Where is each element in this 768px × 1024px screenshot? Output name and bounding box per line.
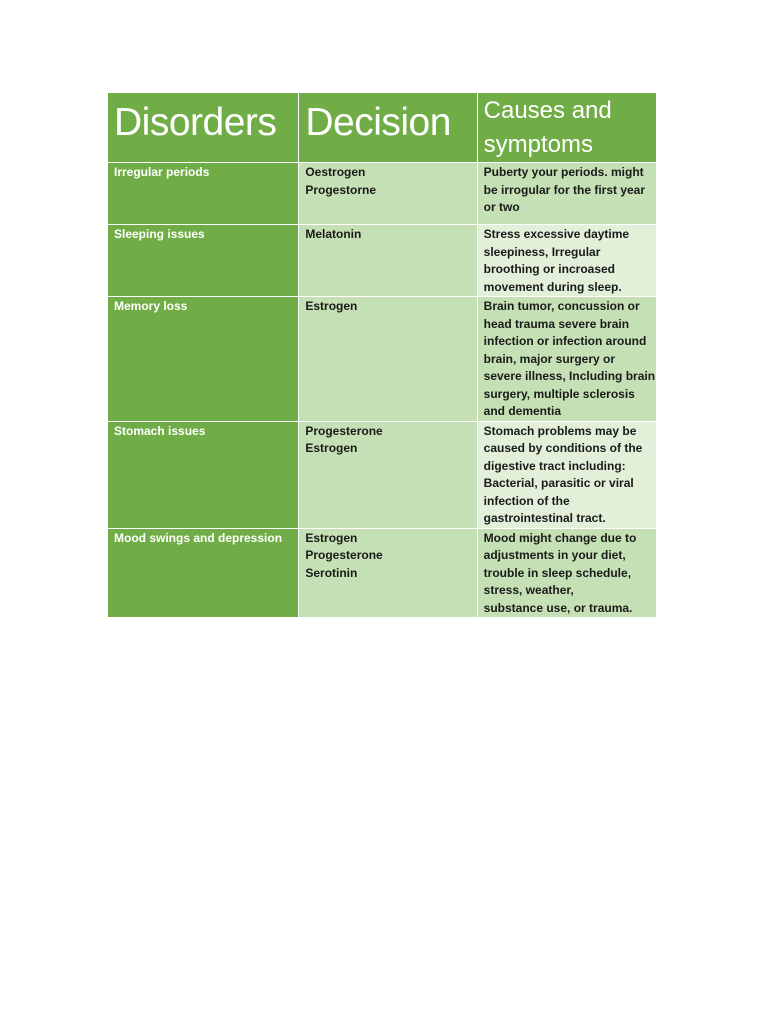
decision-line: Oestrogen	[305, 165, 366, 179]
header-causes-line-2: symptoms	[483, 131, 594, 158]
decision-line: Estrogen	[305, 441, 358, 455]
causes-line: be irrogular for the first year	[483, 182, 646, 197]
header-causes-line-1: Causes and	[483, 97, 612, 124]
causes-line: infection or infection around	[483, 334, 647, 348]
causes-line: Brain tumor, concussion or	[483, 299, 640, 313]
decision-cell	[299, 163, 477, 225]
header-decision	[299, 93, 477, 163]
causes-line: and dementia	[483, 404, 562, 418]
causes-line: caused by conditions of the	[483, 441, 643, 455]
causes-cell	[477, 297, 656, 422]
disorder-cell: Irregular periods	[108, 163, 299, 225]
decision-line: Estrogen	[305, 299, 358, 313]
decision-line: Estrogen	[305, 530, 358, 545]
header-causes	[477, 93, 656, 163]
causes-line: stress, weather,	[483, 583, 574, 597]
causes-line: broothing or incroased	[483, 262, 615, 276]
decision-cell	[299, 421, 477, 528]
causes-line: brain, major surgery or	[483, 351, 616, 366]
causes-line: surgery, multiple sclerosis	[483, 386, 635, 401]
causes-line: gastrointestinal tract.	[483, 511, 606, 525]
causes-cell	[477, 163, 656, 225]
disorder-cell: Memory loss	[108, 297, 299, 422]
header-disorders	[108, 93, 299, 163]
causes-line: Puberty your periods. might	[483, 165, 644, 179]
causes-line: Stomach problems may be	[483, 423, 637, 438]
causes-line: sleepiness, Irregular	[483, 244, 601, 259]
decision-line: Serotinin	[305, 565, 358, 580]
table-row	[108, 297, 657, 422]
causes-line: movement during sleep.	[483, 279, 622, 294]
table-header-row	[108, 93, 657, 163]
disorder-cell: Stomach issues	[108, 421, 299, 528]
decision-cell	[299, 528, 477, 618]
causes-line: severe illness, Including brain	[483, 369, 656, 383]
decision-line: Progesterone	[305, 548, 383, 562]
causes-line: digestive tract including:	[483, 458, 626, 473]
causes-line: adjustments in your diet,	[483, 548, 626, 562]
decision-cell	[299, 225, 477, 297]
causes-cell	[477, 421, 656, 528]
disorder-cell: Mood swings and depression	[108, 528, 299, 618]
decision-line: Melatonin	[305, 227, 362, 241]
causes-line: trouble in sleep schedule,	[483, 565, 632, 580]
causes-line: Stress excessive daytime	[483, 227, 630, 241]
causes-line: Bacterial, parasitic or viral	[483, 476, 634, 490]
disorders-table	[107, 92, 657, 618]
header-decision-label: Decision	[305, 101, 451, 144]
table-row	[108, 225, 657, 297]
header-disorders-label: Disorders	[114, 101, 277, 144]
table-row	[108, 421, 657, 528]
decision-cell	[299, 297, 477, 422]
decision-line: Progestorne	[305, 182, 377, 197]
decision-line: Progesterone	[305, 423, 383, 438]
header-causes-label	[478, 93, 656, 162]
disorder-cell: Sleeping issues	[108, 225, 299, 297]
causes-line: head trauma severe brain	[483, 316, 630, 331]
causes-cell	[477, 528, 656, 618]
causes-line: or two	[483, 200, 520, 214]
causes-line: substance use, or trauma.	[483, 600, 633, 615]
table-row	[108, 163, 657, 225]
causes-cell	[477, 225, 656, 297]
table-row	[108, 528, 657, 618]
causes-line: infection of the	[483, 493, 570, 508]
causes-line: Mood might change due to	[483, 530, 637, 545]
